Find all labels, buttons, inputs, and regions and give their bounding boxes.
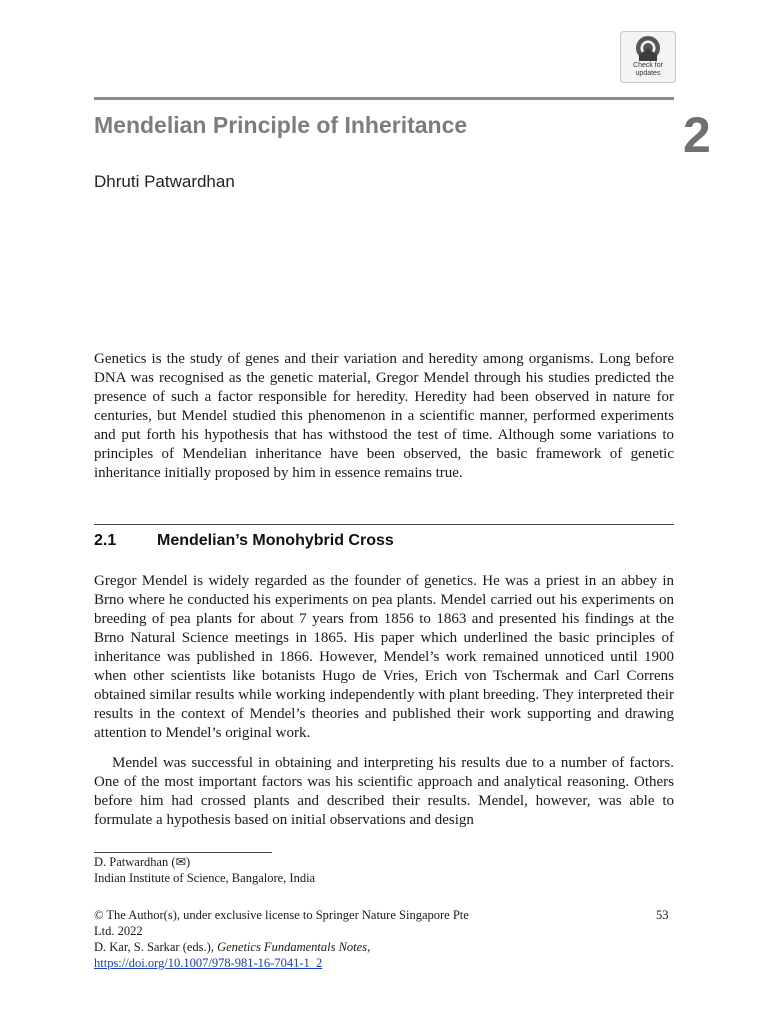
- editors-text: D. Kar, S. Sarkar (eds.),: [94, 940, 218, 954]
- badge-line-1: Check for: [633, 62, 663, 69]
- book-title-suffix: ,: [367, 940, 371, 954]
- abstract-paragraph: Genetics is the study of genes and their variation and heredity among organisms. Long before DNA was recognised as the genetic material, Gregor Mendel through his studies predicted the presence of such a factor responsible for heredity. Heredity had been observed in nature for centuries, but Mendel studied this phenomenon in a scientific manner, performed experiments and put forth his hypothesis that has withstood the test of time. Although some variations to principles of Mendelian inheritance have been observed, the basic framework of genetic inheritance initially proposed by him in essence remains true.: [94, 351, 674, 481]
- footnote-affiliation: Indian Institute of Science, Bangalore, India: [94, 871, 316, 885]
- check-for-updates-badge[interactable]: [620, 31, 676, 83]
- body-paragraph-2: Mendel was successful in obtaining and interpreting his results due to a number of factors. One of the most important factors was his scientific approach and analytical reasoning. Others before him had crossed plants and described their results. Mendel, however, was able to formulate a hypothesis based on initial observations and design: [94, 755, 674, 828]
- badge-label: [623, 62, 673, 77]
- copyright-line-2: Ltd. 2022: [94, 924, 143, 938]
- chapter-number: 2: [683, 107, 711, 163]
- footnote-author: D. Patwardhan (✉): [94, 855, 191, 869]
- check-for-updates-icon: [635, 35, 661, 61]
- chapter-author: Dhruti Patwardhan: [94, 172, 235, 191]
- section-rule: [94, 524, 674, 525]
- chapter-top-rule: [94, 97, 674, 100]
- doi-link[interactable]: https://doi.org/10.1007/978-981-16-7041-1_2: [94, 956, 323, 970]
- body-paragraph-1: Gregor Mendel is widely regarded as the founder of genetics. He was a priest in an abbey in Brno where he conducted his experiments on pea plants. Mendel carried out his experiments on breeding of pea plants for about 7 years from 1856 to 1863 and presented his findings at the Brno Natural Science meetings in 1865. His paper which underlined the basic principles of inheritance was published in 1866. However, Mendel’s work remained unnoticed until 1900 when other scientists like botanists Hugo de Vries, Erich von Tschermak and Carl Correns obtained similar results while working independently with plant breeding. They interpreted their results in the context of Mendel’s theories and published their work supporting and drawing attention to Mendel’s original work.: [94, 573, 674, 741]
- citation-line: [94, 940, 370, 955]
- copyright-line-1: © The Author(s), under exclusive license to Springer Nature Singapore Pte: [94, 908, 469, 922]
- chapter-title: Mendelian Principle of Inheritance: [94, 112, 468, 138]
- page-number: 53: [656, 908, 669, 922]
- section-title: Mendelian’s Monohybrid Cross: [157, 532, 394, 549]
- section-number: 2.1: [94, 532, 117, 549]
- badge-line-2: updates: [635, 69, 661, 77]
- book-title: Genetics Fundamentals Notes: [217, 940, 368, 954]
- footnote-rule: [94, 852, 272, 853]
